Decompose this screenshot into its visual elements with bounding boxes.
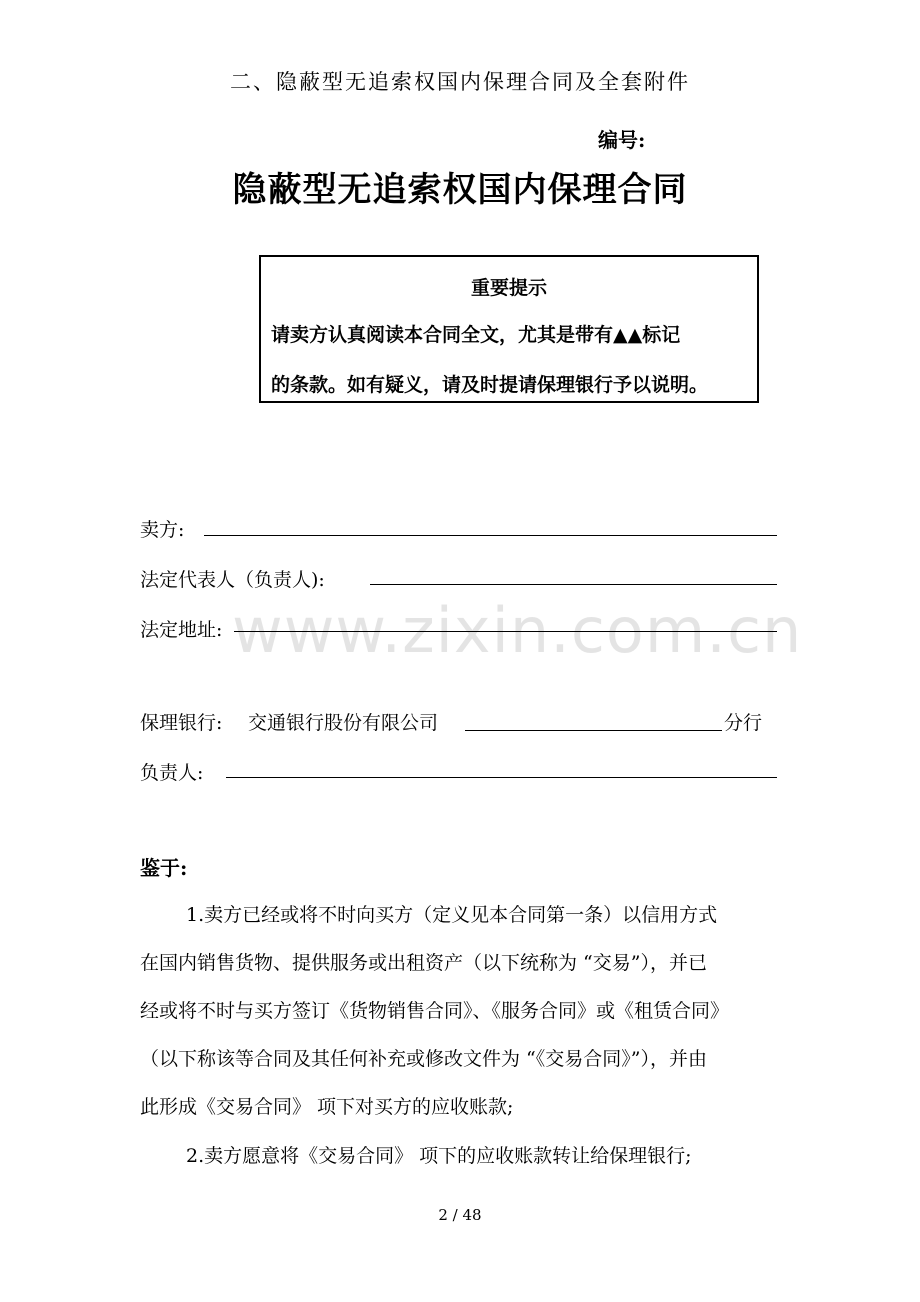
branch-fill-line (465, 730, 722, 731)
notice-line-2: 的条款。如有疑义，请及时提请保理银行予以说明。 (271, 374, 709, 396)
whereas-p2: 2.卖方愿意将《交易合同》 项下的应收账款转让给保理银行; (186, 1145, 692, 1167)
site-watermark: www.zixin.com.cn (232, 594, 803, 667)
branch-suffix: 分行 (724, 712, 763, 734)
bank-name: 交通银行股份有限公司 (248, 712, 439, 734)
notice-line-1: 请卖方认真阅读本合同全文，尤其是带有▲▲标记 (271, 324, 681, 346)
legal-address-label: 法定地址: (140, 619, 223, 641)
legal-representative-label: 法定代表人（负责人): (140, 569, 325, 591)
important-notice-box (259, 255, 759, 403)
contract-title: 隐蔽型无追索权国内保理合同 (232, 170, 688, 210)
seller-label: 卖方: (140, 519, 185, 541)
whereas-p1-line-5: 此形成《交易合同》 项下对买方的应收账款; (140, 1096, 514, 1118)
person-in-charge-label: 负责人: (140, 762, 204, 784)
whereas-p1-line-3: 经或将不时与买方签订《货物销售合同》、《服务合同》或《租赁合同》 (140, 1000, 730, 1022)
document-section-header: 二、隐蔽型无追索权国内保理合同及全套附件 (230, 70, 690, 94)
seller-fill-line (204, 535, 777, 536)
whereas-p1-line-2: 在国内销售货物、提供服务或出租资产（以下统称为 “交易”），并已 (140, 952, 707, 974)
person-in-charge-fill-line (226, 777, 777, 778)
whereas-heading: 鉴于: (140, 856, 188, 880)
whereas-p1-line-1: 1.卖方已经或将不时向买方（定义见本合同第一条）以信用方式 (186, 904, 718, 926)
factoring-bank-label: 保理银行: (140, 712, 223, 734)
whereas-p1-line-4: （以下称该等合同及其任何补充或修改文件为 “《交易合同》”），并由 (140, 1048, 707, 1070)
page-number: 2 / 48 (438, 1206, 482, 1224)
legal-representative-fill-line (370, 584, 777, 585)
contract-number-label: 编号: (598, 128, 646, 152)
notice-title: 重要提示 (470, 277, 547, 299)
